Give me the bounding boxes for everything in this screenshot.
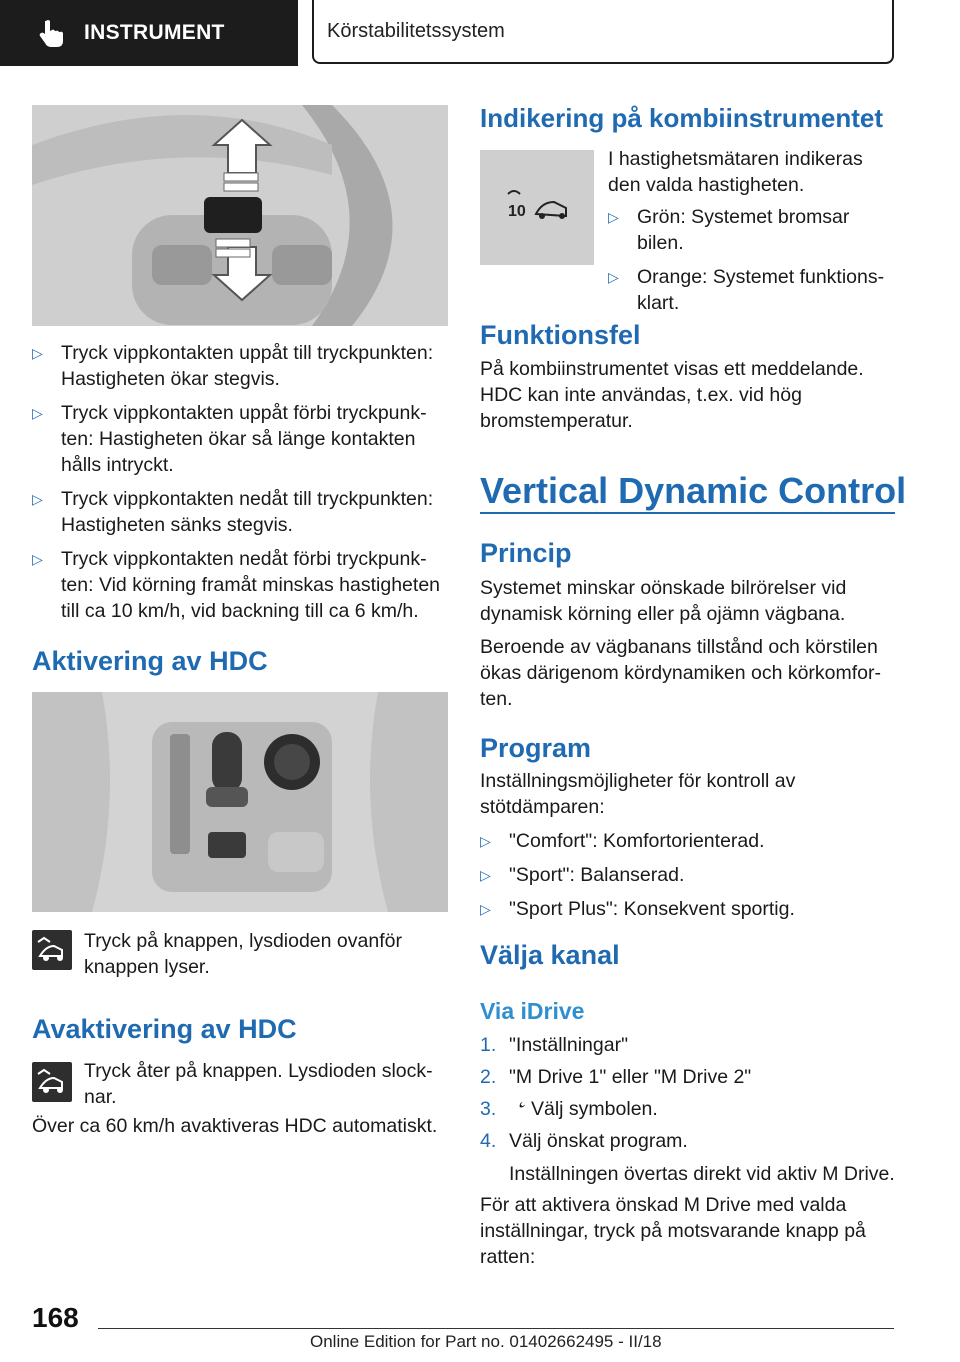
program-text: Inställningsmöjligheter för kontroll av stötdämparen: xyxy=(480,770,796,818)
hdc-button-icon xyxy=(32,930,72,970)
page-number: 168 xyxy=(32,1302,79,1333)
activation-heading: Aktivering av HDC xyxy=(32,646,268,676)
hand-pointer-icon xyxy=(38,19,64,47)
indication-heading: Indikering på kombiinstrumentet xyxy=(480,103,884,133)
center-console-image xyxy=(32,692,448,912)
hdc-button-icon xyxy=(32,1062,72,1102)
list-item: ▷ Tryck vippkontakten uppåt förbi tryckpunkten: Hastigheten ökar så länge kontakten hålls intryckt. xyxy=(32,402,427,476)
step-item: 3. Välj symbolen. xyxy=(480,1098,658,1120)
step-item: 4. Välj önskat program. xyxy=(480,1130,688,1152)
principle-heading: Princip xyxy=(480,538,572,568)
instrument-cluster-image xyxy=(480,150,594,265)
section-tab xyxy=(0,0,298,66)
deactivation-text: Tryck åter på knappen. Lysdioden slocknar. xyxy=(84,1060,433,1108)
indication-text: I hastighetsmätaren indikeras den valda hastigheten. xyxy=(608,148,863,196)
triangle-bullet-icon: ▷ xyxy=(32,345,43,361)
fault-text: På kombiinstrumentet visas ett meddelande. HDC kan inte användas, t.ex. vid hög bromstemperatur. xyxy=(480,358,864,432)
principle-text-2: Beroende av vägbanans tillstånd och körstilen ökas därigenom kördynamiken och körkomforten. xyxy=(480,636,882,710)
steering-wheel-rocker-image xyxy=(32,105,448,326)
footer-divider xyxy=(98,1328,894,1329)
triangle-bullet-icon: ▷ xyxy=(608,269,619,285)
list-item: ▷ Grön: Systemet bromsar bilen. xyxy=(608,206,850,254)
list-item: ▷ Tryck vippkontakten nedåt till tryckpunkten: Hastigheten sänks stegvis. xyxy=(32,488,434,536)
chapter-title: Körstabilitetssystem xyxy=(327,19,505,42)
list-item: ▷ Orange: Systemet funktionsklart. xyxy=(608,266,885,314)
triangle-bullet-icon: ▷ xyxy=(480,901,491,917)
idrive-steps xyxy=(480,1032,895,1160)
chapter-tab xyxy=(312,0,894,64)
triangle-bullet-icon: ▷ xyxy=(32,405,43,421)
step-item: 2. "M Drive 1" eller "M Drive 2" xyxy=(480,1066,752,1088)
wrench-icon xyxy=(509,1096,531,1122)
triangle-bullet-icon: ▷ xyxy=(608,209,619,225)
step4-subtext: Inställningen övertas direkt vid aktiv M Drive. xyxy=(509,1163,895,1185)
triangle-bullet-icon: ▷ xyxy=(32,551,43,567)
list-item: ▷ "Sport Plus": Konsekvent sportig. xyxy=(480,898,795,920)
idrive-heading: Via iDrive xyxy=(480,998,585,1024)
program-bullet-list xyxy=(480,828,895,930)
triangle-bullet-icon: ▷ xyxy=(32,491,43,507)
fault-heading: Funktionsfel xyxy=(480,320,641,350)
channel-heading: Välja kanal xyxy=(480,940,620,970)
list-item: ▷ "Comfort": Komfortorienterad. xyxy=(480,830,765,852)
list-item: ▷ "Sport": Balanserad. xyxy=(480,864,685,886)
activation-text: Tryck på knappen, lysdioden ovanför knappen lyser. xyxy=(84,930,402,978)
edition-text: Online Edition for Part no. 01402662495 - II/18 xyxy=(310,1332,662,1351)
section-divider xyxy=(480,512,895,514)
program-heading: Program xyxy=(480,733,592,763)
triangle-bullet-icon: ▷ xyxy=(480,867,491,883)
deactivation-heading: Avaktivering av HDC xyxy=(32,1014,297,1044)
triangle-bullet-icon: ▷ xyxy=(480,833,491,849)
m-drive-text: För att aktivera önskad M Drive med valda inställningar, tryck på motsvarande knapp på ratten: xyxy=(480,1194,866,1268)
section-label: INSTRUMENT xyxy=(84,21,225,44)
speed-value-label: 10 xyxy=(508,203,526,220)
vdc-heading: Vertical Dynamic Control xyxy=(480,470,907,511)
indication-bullet-list xyxy=(608,204,895,324)
list-item: ▷ Tryck vippkontakten uppåt till tryckpunkten: Hastigheten ökar stegvis. xyxy=(32,342,434,390)
list-item: ▷ Tryck vippkontakten nedåt förbi tryckpunkten: Vid körning framåt minskas hastigheten till ca 10 km/h, vid backning till ca 6 km/h. xyxy=(32,548,441,622)
auto-deactivation-text: Över ca 60 km/h avaktiveras HDC automatiskt. xyxy=(32,1115,438,1137)
principle-text-1: Systemet minskar oönskade bilrörelser vid dynamisk körning eller på ojämn vägbana. xyxy=(480,577,847,625)
rocker-bullet-list xyxy=(32,340,448,632)
step-item: 1. "Inställningar" xyxy=(480,1034,628,1056)
